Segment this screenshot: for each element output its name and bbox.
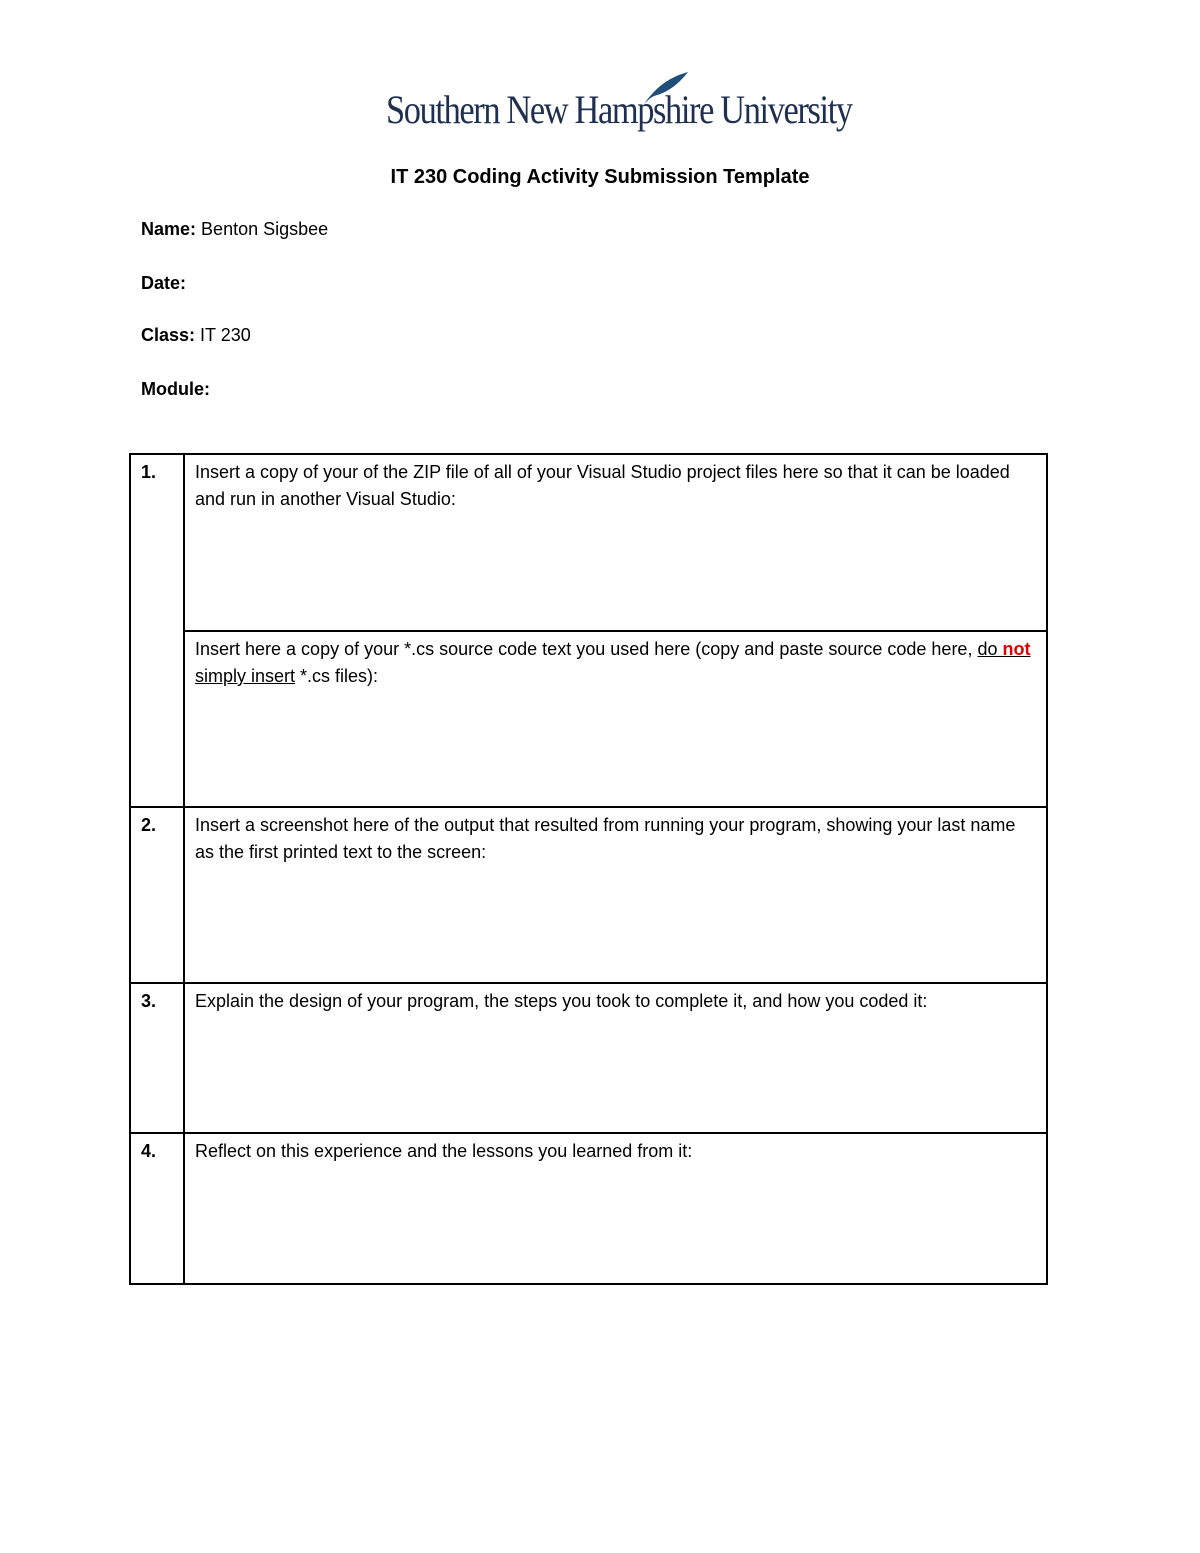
logo-text: Southern New Hampshire University <box>386 87 852 132</box>
university-logo <box>386 70 852 140</box>
zip-file-cell[interactable] <box>184 454 1047 631</box>
table-row <box>130 1133 1047 1284</box>
row-number: 2. <box>130 807 184 983</box>
screenshot-prompt: Insert a screenshot here of the output that resulted from running your program, showing your last name as the first printed text to the screen: <box>195 815 1016 862</box>
source-code-prompt-start: Insert here a copy of your *.cs source code text you used here (copy and paste source code here, <box>195 639 978 659</box>
submission-table <box>129 453 1048 1285</box>
date-field <box>141 273 186 294</box>
table-row <box>130 983 1047 1133</box>
do-word: do <box>977 639 998 659</box>
screenshot-cell[interactable] <box>184 807 1047 983</box>
document-title: IT 230 Coding Activity Submission Template <box>390 166 810 188</box>
table-row <box>130 631 1047 807</box>
zip-file-prompt: Insert a copy of your of the ZIP file of all of your Visual Studio project files here so that it can be loaded and run in another Visual Studio: <box>195 462 1010 509</box>
class-value: IT 230 <box>200 325 251 345</box>
table-row <box>130 454 1047 631</box>
class-field <box>141 325 251 346</box>
name-field <box>141 219 328 240</box>
name-label: Name: <box>141 219 197 239</box>
table-row <box>130 807 1047 983</box>
simply-insert-phrase: simply insert <box>195 666 296 686</box>
reflection-cell[interactable] <box>184 1133 1047 1284</box>
row-number: 3. <box>130 983 184 1133</box>
not-word: not <box>1002 639 1031 659</box>
source-code-cell[interactable] <box>184 631 1047 807</box>
design-cell[interactable] <box>184 983 1047 1133</box>
source-code-prompt-end: *.cs files): <box>295 666 379 686</box>
date-label: Date: <box>141 273 187 293</box>
class-label: Class: <box>141 325 196 345</box>
source-code-prompt <box>195 639 1030 686</box>
row-number: 1. <box>130 454 184 807</box>
module-label: Module: <box>141 379 210 399</box>
row-number: 4. <box>130 1133 184 1284</box>
name-value: Benton Sigsbee <box>201 219 329 239</box>
module-field <box>141 379 210 400</box>
design-prompt: Explain the design of your program, the steps you took to complete it, and how you coded it: <box>195 991 928 1011</box>
reflection-prompt: Reflect on this experience and the lessons you learned from it: <box>195 1141 693 1161</box>
